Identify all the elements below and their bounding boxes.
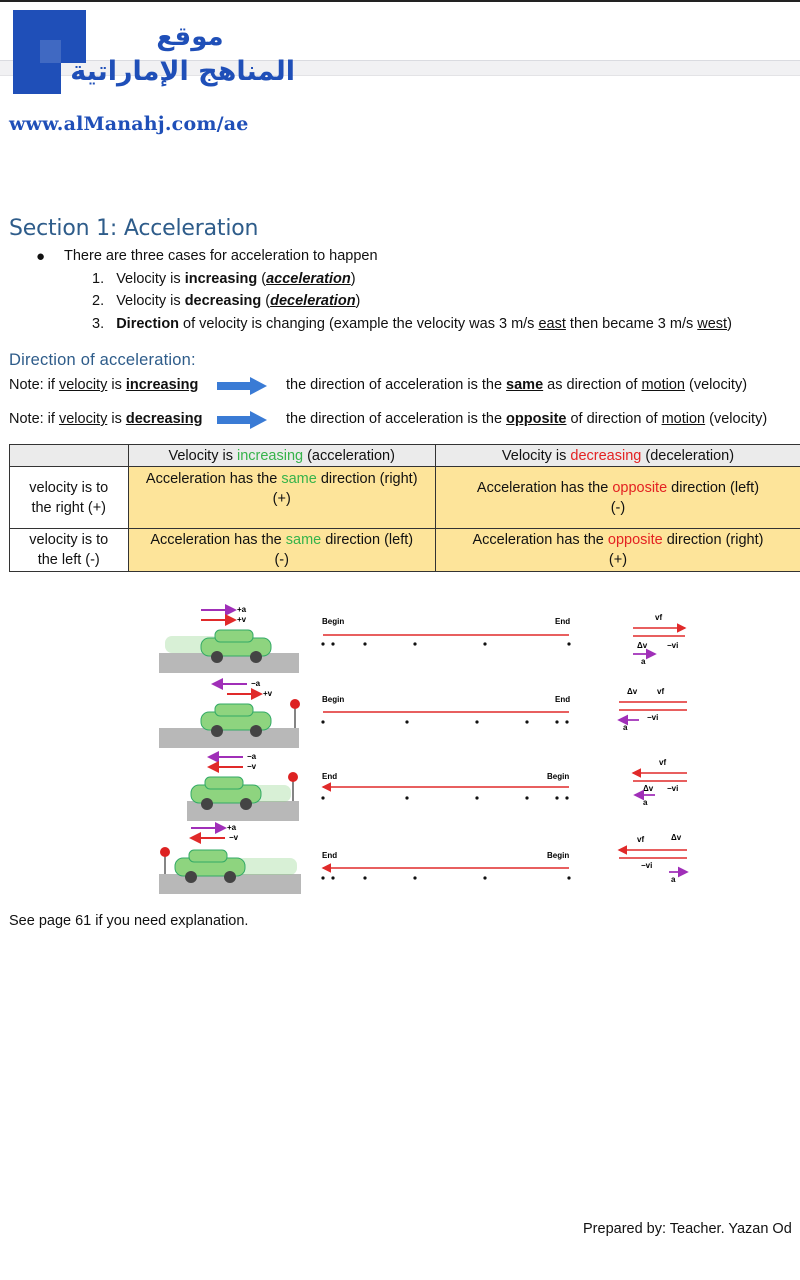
diagram-row-4 [159,823,687,894]
svg-text:vf: vf [637,835,645,844]
case-bold: decreasing [184,293,262,309]
svg-text:+v: +v [263,689,273,698]
right-arrow-icon [217,377,267,395]
note-text: is [107,377,126,393]
svg-text:vf: vf [655,613,663,622]
case-paren: ( [261,293,271,309]
table-header-row [10,445,800,467]
section-title: Section 1: Acceleration [9,216,259,241]
case-paren: ) [727,316,732,332]
acceleration-table [9,444,800,572]
svg-text:Begin: Begin [547,851,570,860]
svg-text:Begin: Begin [322,695,345,704]
case-text: then became 3 m/s [565,316,698,332]
note-key: opposite [506,411,567,427]
svg-text:−v: −v [229,833,239,842]
case-paren: ( [257,271,267,287]
site-url-link[interactable]: www.alManahj.com/ae [9,113,249,135]
note-text: as direction of [543,377,642,393]
svg-text:a: a [643,798,648,807]
case-emphasis: deceleration [270,293,356,309]
note-velocity: velocity [58,377,108,393]
direction-title: Direction of acceleration: [9,351,196,369]
note-key: same [506,377,544,393]
case-bold: increasing [184,271,258,287]
svg-text:−vi: −vi [667,641,679,650]
case-num: 3. [92,316,105,332]
svg-text:+v: +v [237,615,247,624]
site-name-line2: المناهج الإماراتية [70,56,295,87]
case-num: 2. [92,293,105,309]
note-increasing-result [286,377,747,393]
svg-text:Δv: Δv [671,833,682,842]
case-item-2 [92,293,360,309]
case-paren: ) [355,293,361,309]
note-decreasing-result [286,411,800,427]
svg-text:Δv: Δv [643,784,654,793]
svg-text:−a: −a [247,752,257,761]
note-state: increasing [125,377,199,393]
svg-text:−vi: −vi [641,861,653,870]
cell-same-left: Acceleration has the same direction (left) (-) [128,529,435,572]
logo-overlap [40,40,61,63]
case-bold: Direction [116,316,180,332]
svg-text:−a: −a [251,679,261,688]
note-state: decreasing [125,411,203,427]
case-text: of velocity is changing (example the velocity was 3 m/s [179,316,539,332]
row-header-left: velocity is to the left (-) [10,529,129,572]
diagram-row-2 [159,679,687,748]
case-paren: ) [350,271,356,287]
svg-text:End: End [322,772,338,781]
author-footer: Prepared by: Teacher. Yazan Od [583,1221,792,1237]
right-arrow-icon [217,411,267,429]
note-velocity: velocity [58,411,108,427]
svg-text:End: End [322,851,338,860]
svg-text:Δv: Δv [637,641,648,650]
case-text: Velocity is [116,293,185,309]
svg-text:+a: +a [227,823,237,832]
svg-text:vf: vf [657,687,665,696]
top-rule [0,0,800,2]
col-header-increasing: Velocity is increasing (acceleration) [128,445,435,467]
note-text: (velocity) [685,377,748,393]
note-motion: motion [661,411,706,427]
note-motion: motion [641,377,685,393]
svg-text:+a: +a [237,605,247,614]
case-east: east [538,316,566,332]
svg-text:−vi: −vi [667,784,679,793]
note-text: of direction of [566,411,662,427]
case-text: Velocity is [116,271,185,287]
note-decreasing [9,411,202,427]
svg-text:−v: −v [247,762,257,771]
table-row [10,467,800,529]
note-text: (velocity) [705,411,768,427]
svg-text:a: a [641,657,646,666]
svg-text:Δv: Δv [627,687,638,696]
svg-text:Begin: Begin [322,617,345,626]
note-text: the direction of acceleration is the [286,411,507,427]
note-text: Note: if [9,411,59,427]
case-item-3 [92,316,732,332]
svg-text:−vi: −vi [647,713,659,722]
case-west: west [697,316,728,332]
site-name-line1: موقع [156,22,224,52]
svg-text:End: End [555,695,571,704]
diagram-row-3 [187,752,687,821]
page-reference-note: See page 61 if you need explanation. [9,913,249,929]
case-emphasis: acceleration [266,271,351,287]
svg-text:End: End [555,617,571,626]
svg-text:a: a [671,875,676,884]
table-corner [10,445,129,467]
cell-same-right: Acceleration has the same direction (right) (+) [128,467,435,529]
diagram-row-1 [159,605,685,673]
cell-opposite-right: Acceleration has the opposite direction (right) (+) [435,529,800,572]
motion-diagram-figure [157,598,697,898]
svg-text:Begin: Begin [547,772,570,781]
bullet-dot: ● [36,248,46,265]
note-text: is [107,411,126,427]
note-increasing [9,377,198,393]
case-item-1 [92,271,356,287]
cell-opposite-left: Acceleration has the opposite direction (left) (-) [435,467,800,529]
table-row [10,529,800,572]
intro-text: There are three cases for acceleration to happen [64,248,378,264]
note-text: Note: if [9,377,59,393]
case-num: 1. [92,271,105,287]
row-header-right: velocity is to the right (+) [10,467,129,529]
note-text: the direction of acceleration is the [286,377,507,393]
svg-text:vf: vf [659,758,667,767]
col-header-decreasing: Velocity is decreasing (deceleration) [435,445,800,467]
svg-text:a: a [623,723,628,732]
